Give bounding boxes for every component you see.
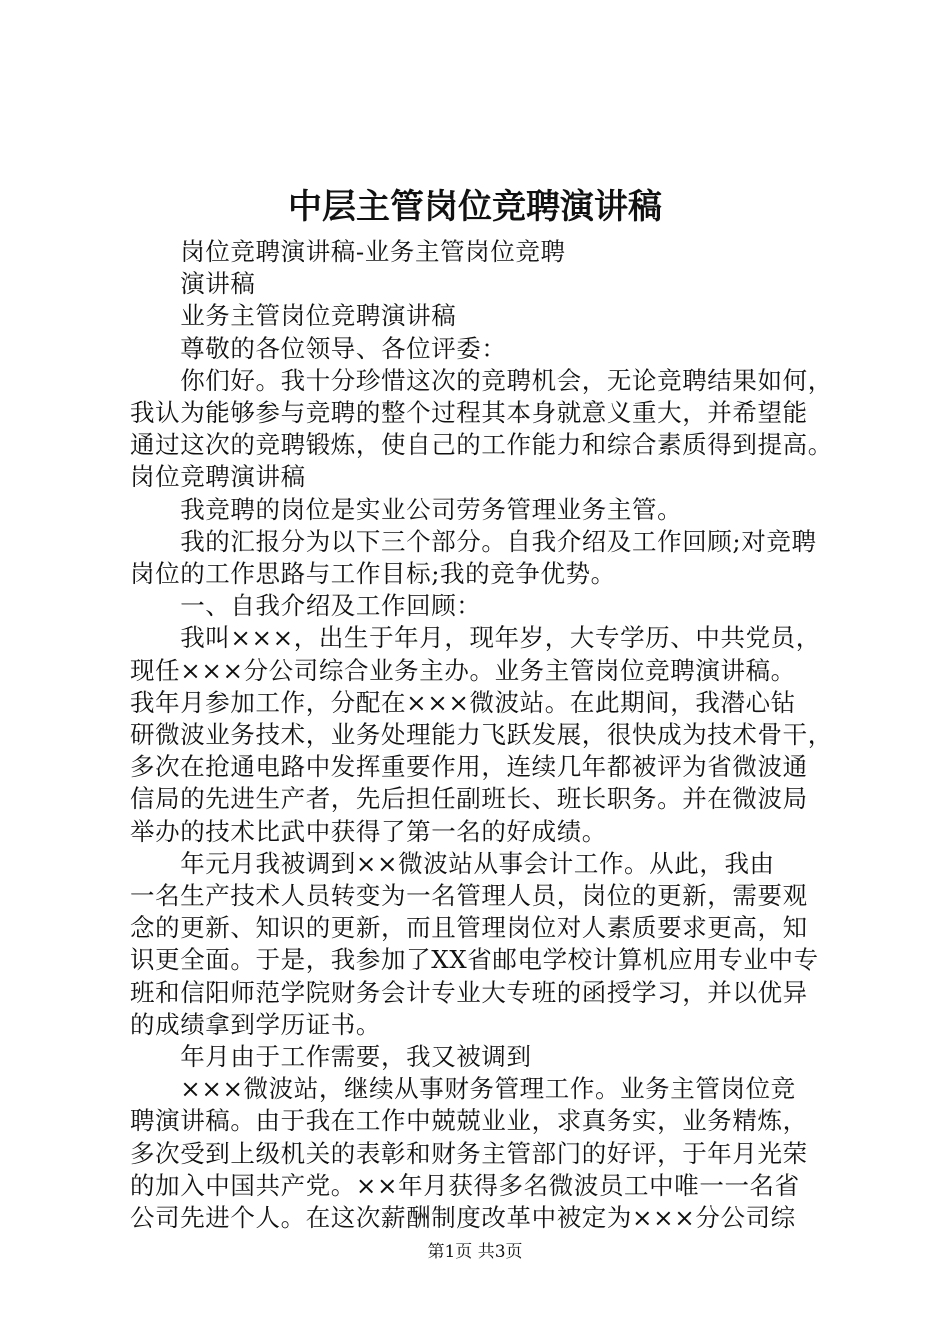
text-line: 的成绩拿到学历证书。 bbox=[130, 1009, 381, 1039]
text-line: 我年月参加工作，分配在×××微波站。在此期间，我潜心钻 bbox=[130, 687, 796, 717]
text-line: 你们好。我十分珍惜这次的竞聘机会，无论竞聘结果如何， bbox=[130, 365, 833, 395]
text-line: 识更全面。于是，我参加了XX省邮电学校计算机应用专业中专 bbox=[130, 945, 819, 975]
text-line: 我认为能够参与竞聘的整个过程其本身就意义重大，并希望能 bbox=[130, 398, 808, 428]
text-line: 班和信阳师范学院财务会计专业大专班的函授学习，并以优异 bbox=[130, 977, 808, 1007]
text-line: 一、自我介绍及工作回顾： bbox=[130, 591, 482, 621]
text-line: 尊敬的各位领导、各位评委： bbox=[130, 333, 507, 363]
text-line: 岗位的工作思路与工作目标;我的竞争优势。 bbox=[130, 559, 616, 589]
text-line: 岗位竞聘演讲稿-业务主管岗位竞聘 bbox=[130, 237, 566, 266]
document-body bbox=[130, 236, 845, 1234]
text-line: 岗位竞聘演讲稿 bbox=[130, 462, 306, 492]
text-line: 多次受到上级机关的表彰和财务主管部门的好评，于年月光荣 bbox=[130, 1138, 808, 1168]
text-line: 研微波业务技术，业务处理能力飞跃发展，很快成为技术骨干， bbox=[130, 720, 833, 750]
text-line: 现任×××分公司综合业务主办。业务主管岗位竞聘演讲稿。 bbox=[130, 655, 796, 685]
text-line: 念的更新、知识的更新，而且管理岗位对人素质要求更高，知 bbox=[130, 913, 808, 943]
text-line: 一名生产技术人员转变为一名管理人员，岗位的更新，需要观 bbox=[130, 881, 808, 911]
text-line: 我叫×××，出生于年月，现年岁，大专学历、中共党员， bbox=[130, 623, 821, 653]
text-line: 举办的技术比武中获得了第一名的好成绩。 bbox=[130, 816, 607, 846]
page-number-footer: 第1页 共3页 bbox=[427, 1242, 523, 1262]
text-line: 年月由于工作需要，我又被调到 bbox=[130, 1042, 532, 1072]
text-line: 多次在抢通电路中发挥重要作用，连续几年都被评为省微波通 bbox=[130, 752, 808, 782]
text-line: 的加入中国共产党。××年月获得多名微波员工中唯一一名省 bbox=[130, 1170, 800, 1200]
text-line: 年元月我被调到××微波站从事会计工作。从此，我由 bbox=[130, 848, 775, 878]
text-line: 聘演讲稿。由于我在工作中兢兢业业，求真务实，业务精炼， bbox=[130, 1106, 808, 1136]
text-line: 演讲稿 bbox=[130, 269, 256, 299]
text-line: 我竞聘的岗位是实业公司劳务管理业务主管。 bbox=[130, 494, 683, 524]
text-line: 信局的先进生产者，先后担任副班长、班长职务。并在微波局 bbox=[130, 784, 808, 814]
text-line: 业务主管岗位竞聘演讲稿 bbox=[130, 301, 457, 331]
text-line: 我的汇报分为以下三个部分。自我介绍及工作回顾;对竞聘 bbox=[130, 526, 817, 556]
text-line: ×××微波站，继续从事财务管理工作。业务主管岗位竞 bbox=[130, 1074, 796, 1104]
document-title: 中层主管岗位竞聘演讲稿 bbox=[288, 187, 662, 227]
text-line: 通过这次的竞聘锻炼，使自己的工作能力和综合素质得到提高。 bbox=[130, 430, 833, 460]
text-line: 公司先进个人。在这次薪酬制度改革中被定为×××分公司综 bbox=[130, 1203, 796, 1233]
